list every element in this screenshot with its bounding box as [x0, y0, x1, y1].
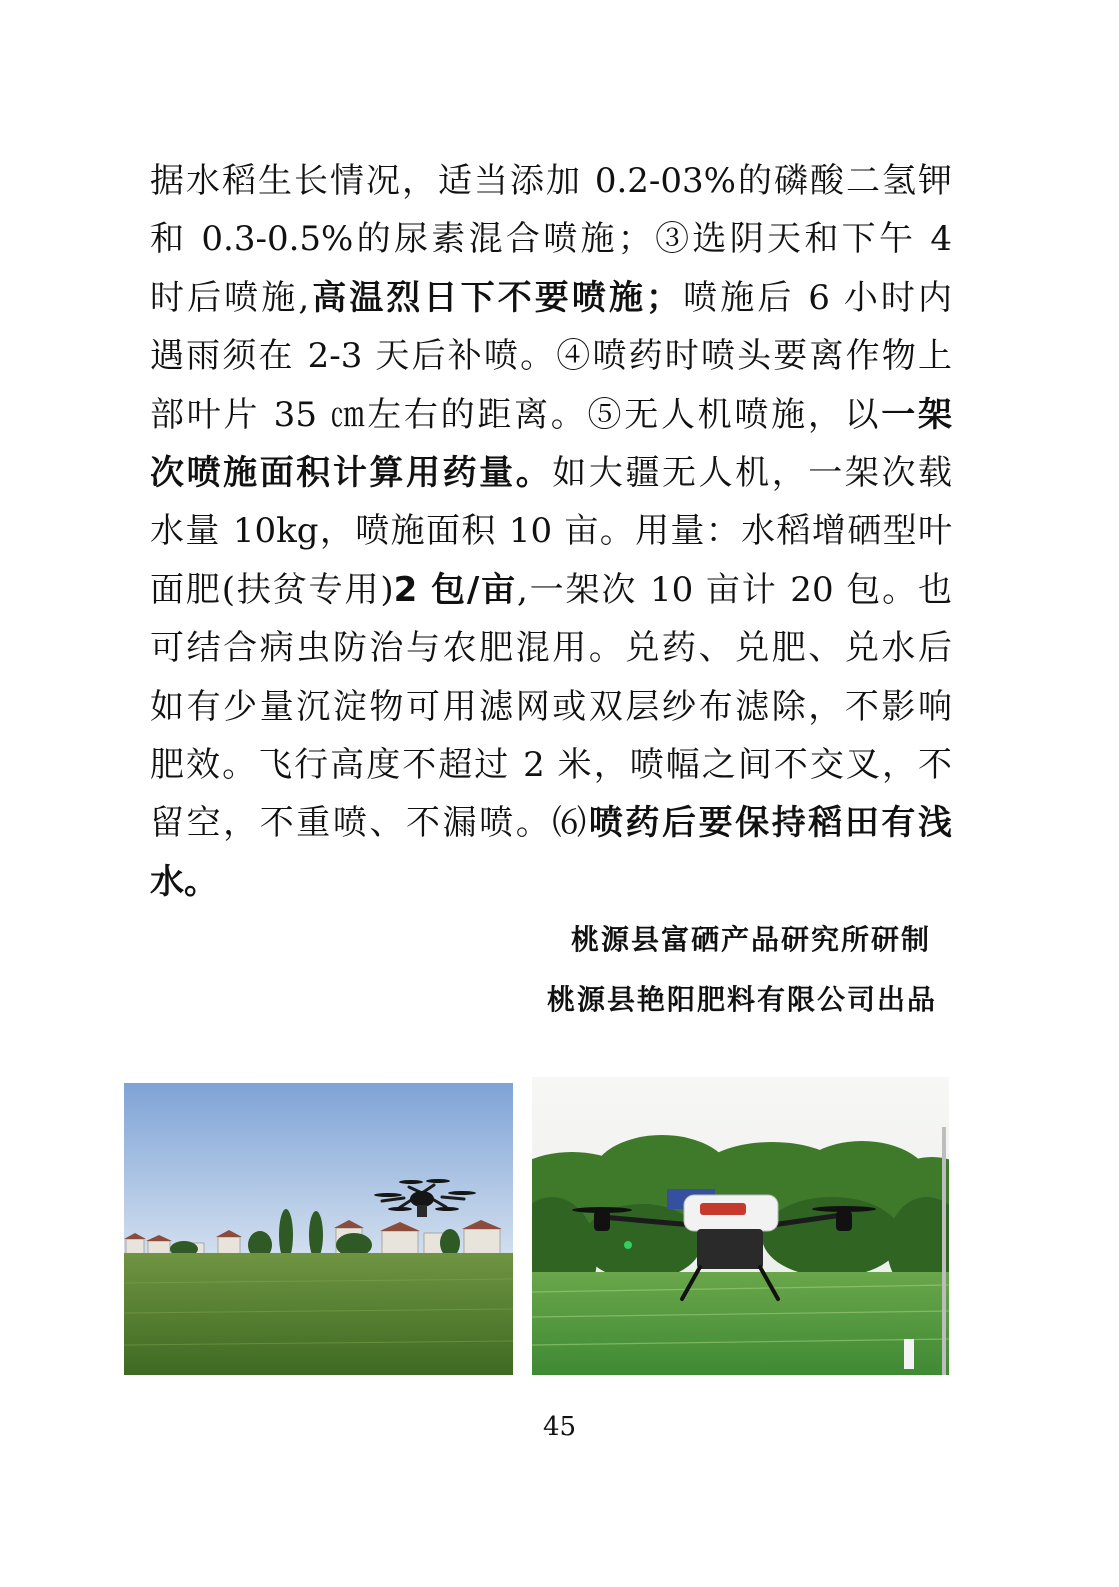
body-text	[150, 152, 952, 911]
body-line	[150, 678, 952, 736]
text-segment: 如有少量沉淀物可用滤网或双层纱布滤除，不影响	[150, 686, 952, 727]
bold-text-segment: 次喷施面积计算用药量。	[150, 452, 553, 493]
text-segment: 如大疆无人机，一架次载	[552, 452, 953, 493]
drone-over-paddy-image	[532, 1077, 949, 1375]
text-segment: 面肥(扶贫专用)	[150, 569, 394, 610]
body-line	[150, 327, 952, 385]
bold-text-segment: 2 包/亩	[393, 569, 517, 610]
bold-text-segment: 喷药后要保持稻田有浅	[588, 803, 953, 844]
body-line	[150, 152, 952, 210]
text-segment: 时后喷施,	[150, 277, 310, 318]
text-segment: 可结合病虫防治与农肥混用。兑药、兑肥、兑水后	[150, 628, 952, 669]
text-segment: 和 0.3-0.5%的尿素混合喷施；③选阴天和下午 4	[150, 219, 952, 260]
text-segment: 肥效。飞行高度不超过 2 米，喷幅之间不交叉，不	[150, 744, 952, 785]
body-line	[150, 269, 952, 327]
body-line	[150, 444, 952, 502]
text-segment: 据水稻生长情况，适当添加 0.2-03%的磷酸二氢钾	[150, 161, 952, 201]
research-credit: 桃源县富硒产品研究所研制	[570, 923, 931, 956]
page-number: 45	[542, 1412, 577, 1442]
body-line	[150, 736, 952, 794]
bold-text-segment: 水。	[150, 861, 218, 902]
bold-text-segment: 高温烈日下不要喷施；	[309, 277, 681, 318]
body-line	[150, 561, 952, 619]
text-segment: 部叶片 35 ㎝左右的距离。⑤无人机喷施，以	[150, 394, 882, 435]
text-segment: 喷施后 6 小时内	[680, 277, 953, 318]
bold-text-segment: 一架	[881, 394, 953, 435]
body-line	[150, 210, 952, 268]
body-line	[150, 853, 952, 911]
text-segment: 遇雨须在 2-3 天后补喷。④喷药时喷头要离作物上	[150, 336, 952, 377]
producer-credit: 桃源县艳阳肥料有限公司出品	[546, 983, 937, 1016]
drone-over-field-image	[124, 1083, 513, 1375]
body-line	[150, 619, 952, 677]
text-segment: ,一架次 10 亩计 20 包。也	[517, 569, 952, 610]
text-segment: 水量 10kg，喷施面积 10 亩。用量：水稻增硒型叶	[150, 511, 952, 552]
body-line	[150, 386, 952, 444]
text-segment: 留空，不重喷、不漏喷。⑹	[150, 803, 589, 844]
body-line	[150, 794, 952, 852]
body-line	[150, 502, 952, 560]
drone-over-field-photo	[124, 1083, 513, 1375]
drone-over-paddy-photo	[532, 1077, 949, 1375]
